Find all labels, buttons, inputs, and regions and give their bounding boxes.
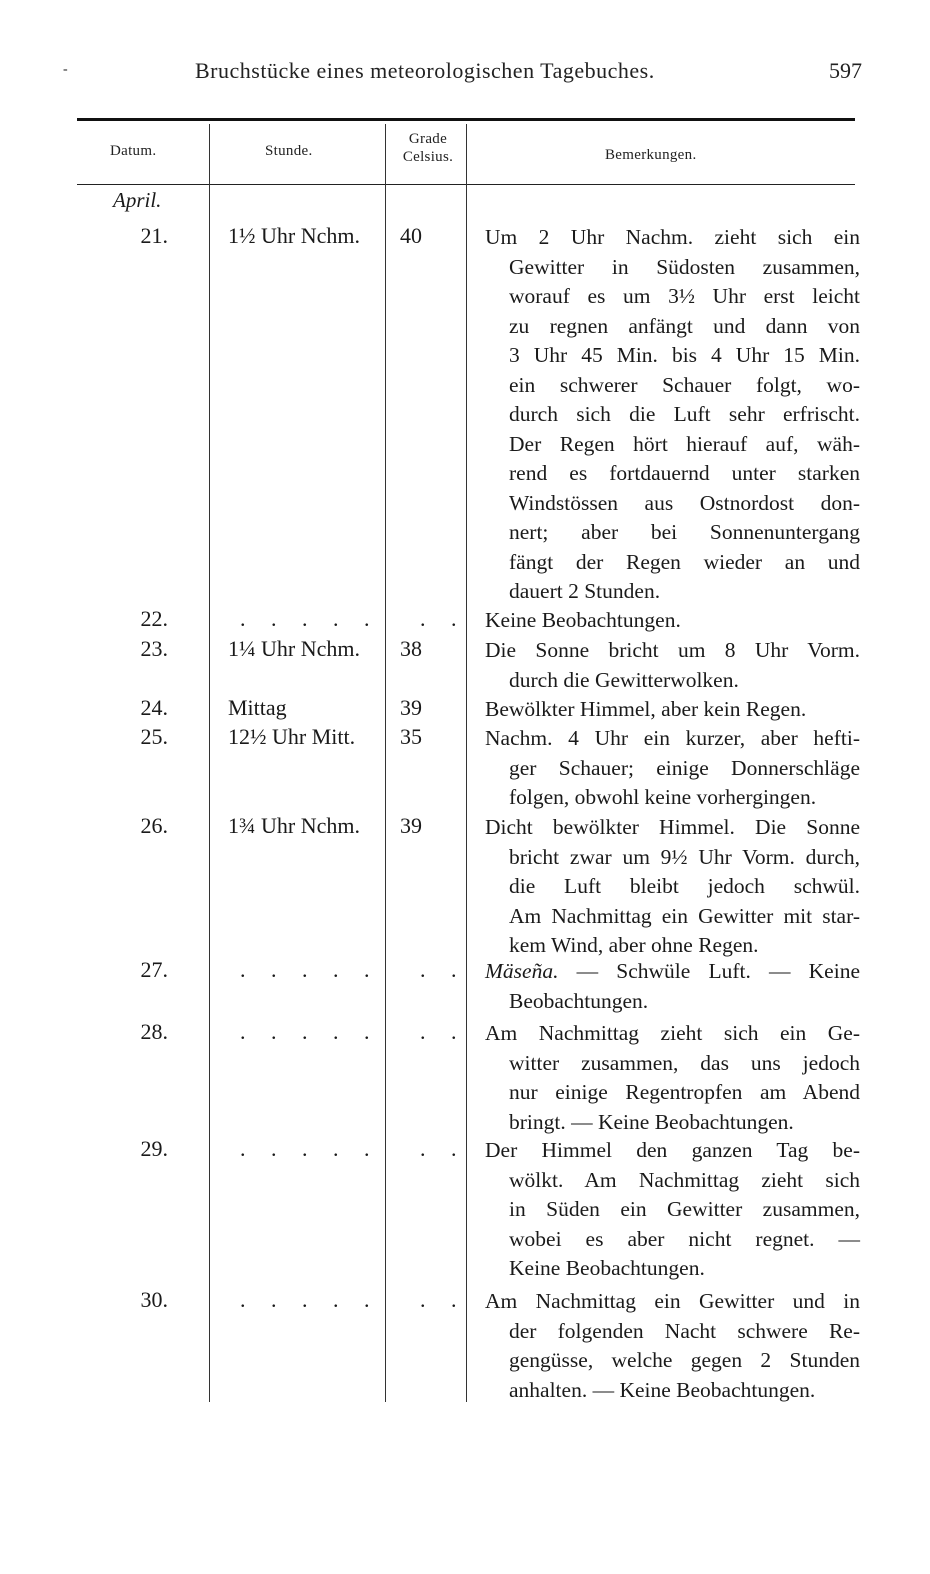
top-rule [77,118,855,121]
entry-date: 30. [140,1287,168,1312]
entry-degrees: 40 [400,223,422,248]
entry-degrees: . . [420,957,467,982]
entry-date: 21. [140,223,168,248]
entry-date: 28. [140,1019,168,1044]
entry-time: 1¾ Uhr Nchm. [228,813,360,838]
remark-line: der folgenden Nacht schwere Re- [509,1318,860,1343]
remark-line: nur einige Regentropfen am Abend [509,1080,860,1104]
column-divider [466,124,467,1402]
remark-line: Die Sonne bricht um 8 Uhr Vorm. [485,638,860,662]
entry-date: 23. [140,636,168,661]
remark-line: durch sich die Luft sehr erfrischt. [509,402,860,426]
entry-date: 25. [140,724,168,749]
entry-remarks [485,1136,860,1284]
entry-degrees: . . [420,1136,467,1161]
entry-remarks [485,724,860,813]
remark-line: Mäseña. — Schwüle Luft. — Keine [485,959,860,983]
remark-line: durch die Gewitterwolken. [509,667,739,692]
remark-line: worauf es um 3½ Uhr erst leicht [509,284,860,308]
column-header-bemerkungen: Bemerkungen. [605,147,697,163]
remark-line: gengüsse, welche gegen 2 Stunden [509,1348,860,1372]
remark-line: Windstössen aus Ostnordost don- [509,490,860,515]
column-divider [209,124,210,1402]
remark-line: witter zusammen, das uns jedoch [509,1050,860,1075]
remark-line: 3 Uhr 45 Min. bis 4 Uhr 15 Min. [509,343,860,367]
remark-line: kem Wind, aber ohne Regen. [509,933,759,957]
remark-line: rend es fortdauernd unter starken [509,461,860,485]
entry-time: Mittag [228,695,287,720]
remark-line: Um 2 Uhr Nachm. zieht sich ein [485,225,860,249]
entry-date: 26. [140,813,168,838]
entry-remarks [485,1287,860,1405]
entry-remarks [485,606,860,636]
margin-mark: - [63,62,68,77]
entry-remarks [485,636,860,695]
remark-line: Bewölkter Himmel, aber kein Regen. [485,697,807,721]
column-header-grade-line2: Celsius. [402,149,454,165]
entry-degrees: . . [420,606,467,631]
entry-time: 1½ Uhr Nchm. [228,223,360,248]
remark-line: ger Schauer; einige Donnerschläge [509,755,860,780]
remark-line: Dicht bewölkter Himmel. Die Sonne [485,815,860,839]
entry-degrees: 39 [400,813,422,838]
month-label: April. [113,188,162,212]
entry-remarks [485,813,860,961]
remark-line: Am Nachmittag zieht sich ein Ge- [485,1021,860,1045]
remark-line: bringt. — Keine Beobachtungen. [509,1109,794,1134]
remark-line: zu regnen anfängt und dann von [509,313,860,338]
remark-line: fängt der Regen wieder an und [509,549,860,574]
entry-date: 24. [140,695,168,720]
entry-degrees: 35 [400,724,422,749]
column-header-datum: Datum. [110,143,157,159]
entry-degrees: . . [420,1019,467,1044]
remark-line: wobei es aber nicht regnet. — [509,1226,860,1251]
entry-time: . . . . . [240,957,380,982]
remark-line: in Süden ein Gewitter zusammen, [509,1197,860,1221]
column-header-grade [389,130,467,166]
remark-line: dauert 2 Stunden. [509,579,661,603]
remark-line: Der Himmel den ganzen Tag be- [485,1138,860,1162]
entry-degrees: 38 [400,636,422,661]
remark-line: Der Regen hört hierauf auf, wäh- [509,431,860,456]
column-divider [385,124,386,1402]
entry-degrees: . . [420,1287,467,1312]
entry-date: 22. [140,606,168,631]
entry-time: 12½ Uhr Mitt. [228,724,356,749]
place-name: Mäseña. [485,959,577,983]
remark-line: bricht zwar um 9½ Uhr Vorm. durch, [509,844,860,869]
running-head: Bruchstücke eines meteorologischen Tagebuches. [195,58,655,83]
entry-remarks [485,695,860,725]
page-number: 597 [829,58,862,83]
remark-line: Keine Beobachtungen. [485,608,681,632]
remark-line: Am Nachmittag ein Gewitter und in [485,1289,860,1313]
entry-remarks [485,223,860,607]
remark-line: nert; aber bei Sonnenuntergang [509,520,860,544]
remark-line: Keine Beobachtungen. [509,1256,705,1280]
remark-line: folgen, obwohl keine vorhergingen. [509,785,817,809]
remark-line: ein schwerer Schauer folgt, wo- [509,372,860,397]
entry-remarks [485,1019,860,1137]
remark-line: die Luft bleibt jedoch schwül. [509,874,860,898]
entry-time: 1¼ Uhr Nchm. [228,636,360,661]
entry-time: . . . . . [240,1019,380,1044]
remark-line: Nachm. 4 Uhr ein kurzer, aber hefti- [485,726,860,750]
remark-line: anhalten. — Keine Beobachtungen. [509,1377,816,1402]
column-header-stunde: Stunde. [265,143,313,159]
column-header-grade-line1: Grade [408,131,448,147]
remark-line: wölkt. Am Nachmittag zieht sich [509,1167,860,1192]
entry-degrees: 39 [400,695,422,720]
entry-time: . . . . . [240,606,380,631]
entry-time: . . . . . [240,1136,380,1161]
remark-line: Am Nachmittag ein Gewitter mit star- [509,903,860,928]
entry-date: 27. [140,957,168,982]
remark-line: Gewitter in Südosten zusammen, [509,254,860,279]
entry-time: . . . . . [240,1287,380,1312]
entry-date: 29. [140,1136,168,1161]
remark-line: Beobachtungen. [509,988,649,1013]
entry-remarks [485,957,860,1016]
